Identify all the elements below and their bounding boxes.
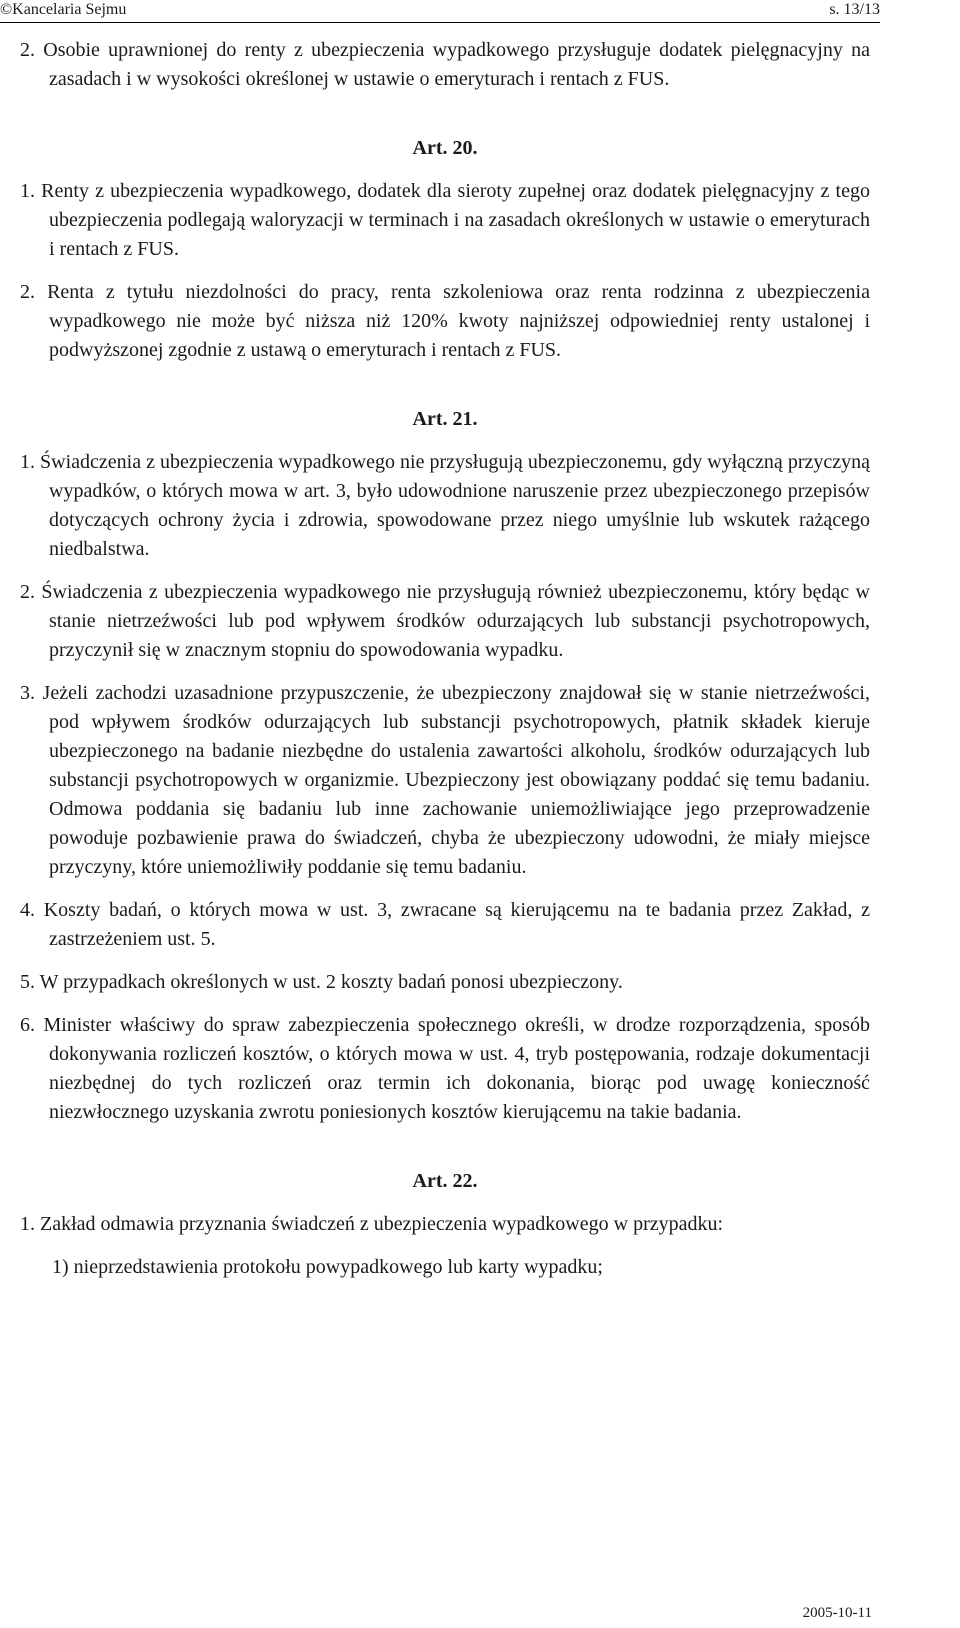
list-item: 1) nieprzedstawienia protokołu powypadkowego lub karty wypadku; <box>52 1256 603 1278</box>
paragraph: 5. W przypadkach określonych w ust. 2 koszty badań ponosi ubezpieczony. <box>20 971 623 993</box>
paragraph: 6. Minister właściwy do spraw zabezpieczenia społecznego określi, w drodze rozporządzenia, sposób dokonywania rozliczeń kosztów, o których mowa w ust. 4, tryb postępowania, rodzaje dokumentacji niezbędnej do tych rozliczeń oraz termin ich dokonania, biorąc pod uwagę konieczność niezwłocznego uzyskania zwrotu poniesionych kosztów kierującemu na takie badania. <box>20 1014 870 1123</box>
paragraph: 2. Świadczenia z ubezpieczenia wypadkowego nie przysługują również ubezpieczonemu, który będąc w stanie nietrzeźwości lub pod wpływem środków odurzających lub substancji psychotropowych, przyczynił się w znacznym stopniu do spowodowania wypadku. <box>20 581 870 661</box>
paragraph: 2. Renta z tytułu niezdolności do pracy, renta szkoleniowa oraz renta rodzinna z ubezpieczenia wypadkowego nie może być niższa niż 120% kwoty najniższej odpowiedniej renty ustalonej i podwyższonej zgodnie z ustawą o emeryturach i rentach z FUS. <box>20 281 870 361</box>
paragraph: 1. Renty z ubezpieczenia wypadkowego, dodatek dla sieroty zupełnej oraz dodatek pielęgnacyjny z tego ubezpieczenia podlegają waloryzacji w terminach i na zasadach określonych w ustawie o emeryturach i rentach z FUS. <box>20 180 870 260</box>
footer-date: 2005-10-11 <box>802 1605 872 1621</box>
paragraph: 1. Świadczenia z ubezpieczenia wypadkowego nie przysługują ubezpieczonemu, gdy wyłączną przyczyną wypadków, o których mowa w art. 3, było udowodnione naruszenie przez ubezpieczonego przepisów dotyczących ochrony życia i zdrowia, spowodowane przez niego umyślnie lub wskutek rażącego niedbalstwa. <box>20 451 870 560</box>
paragraph: 4. Koszty badań, o których mowa w ust. 3, zwracane są kierującemu na te badania przez Zakład, z zastrzeżeniem ust. 5. <box>20 899 870 950</box>
article-heading: Art. 20. <box>412 137 478 159</box>
paragraph: 1. Zakład odmawia przyznania świadczeń z ubezpieczenia wypadkowego w przypadku: <box>20 1213 724 1235</box>
page-header <box>0 0 880 23</box>
paragraph: 3. Jeżeli zachodzi uzasadnione przypuszczenie, że ubezpieczony znajdował się w stanie nietrzeźwości, pod wpływem środków odurzających lub substancji psychotropowych, płatnik składek kieruje ubezpieczonego na badanie niezbędne do ustalenia zawartości alkoholu, środków odurzających lub substancji psychotropowych w organizmie. Ubezpieczony jest obowiązany poddać się temu badaniu. Odmowa poddania się badaniu lub inne zachowanie uniemożliwiające jego przeprowadzenie powoduje pozbawienie prawa do świadczeń, chyba że ubezpieczony udowodni, że miały miejsce przyczyny, które uniemożliwiły poddanie się temu badaniu. <box>20 682 870 878</box>
header-copyright: ©Kancelaria Sejmu <box>0 1 127 18</box>
paragraph: 2. Osobie uprawnionej do renty z ubezpieczenia wypadkowego przysługuje dodatek pielęgnacyjny na zasadach i w wysokości określonej w ustawie o emeryturach i rentach z FUS. <box>20 39 870 90</box>
document-body <box>20 36 870 1292</box>
header-page-number: s. 13/13 <box>829 1 880 18</box>
article-heading: Art. 22. <box>412 1170 478 1192</box>
enumerated-list <box>52 1253 870 1282</box>
article-heading: Art. 21. <box>412 408 478 430</box>
